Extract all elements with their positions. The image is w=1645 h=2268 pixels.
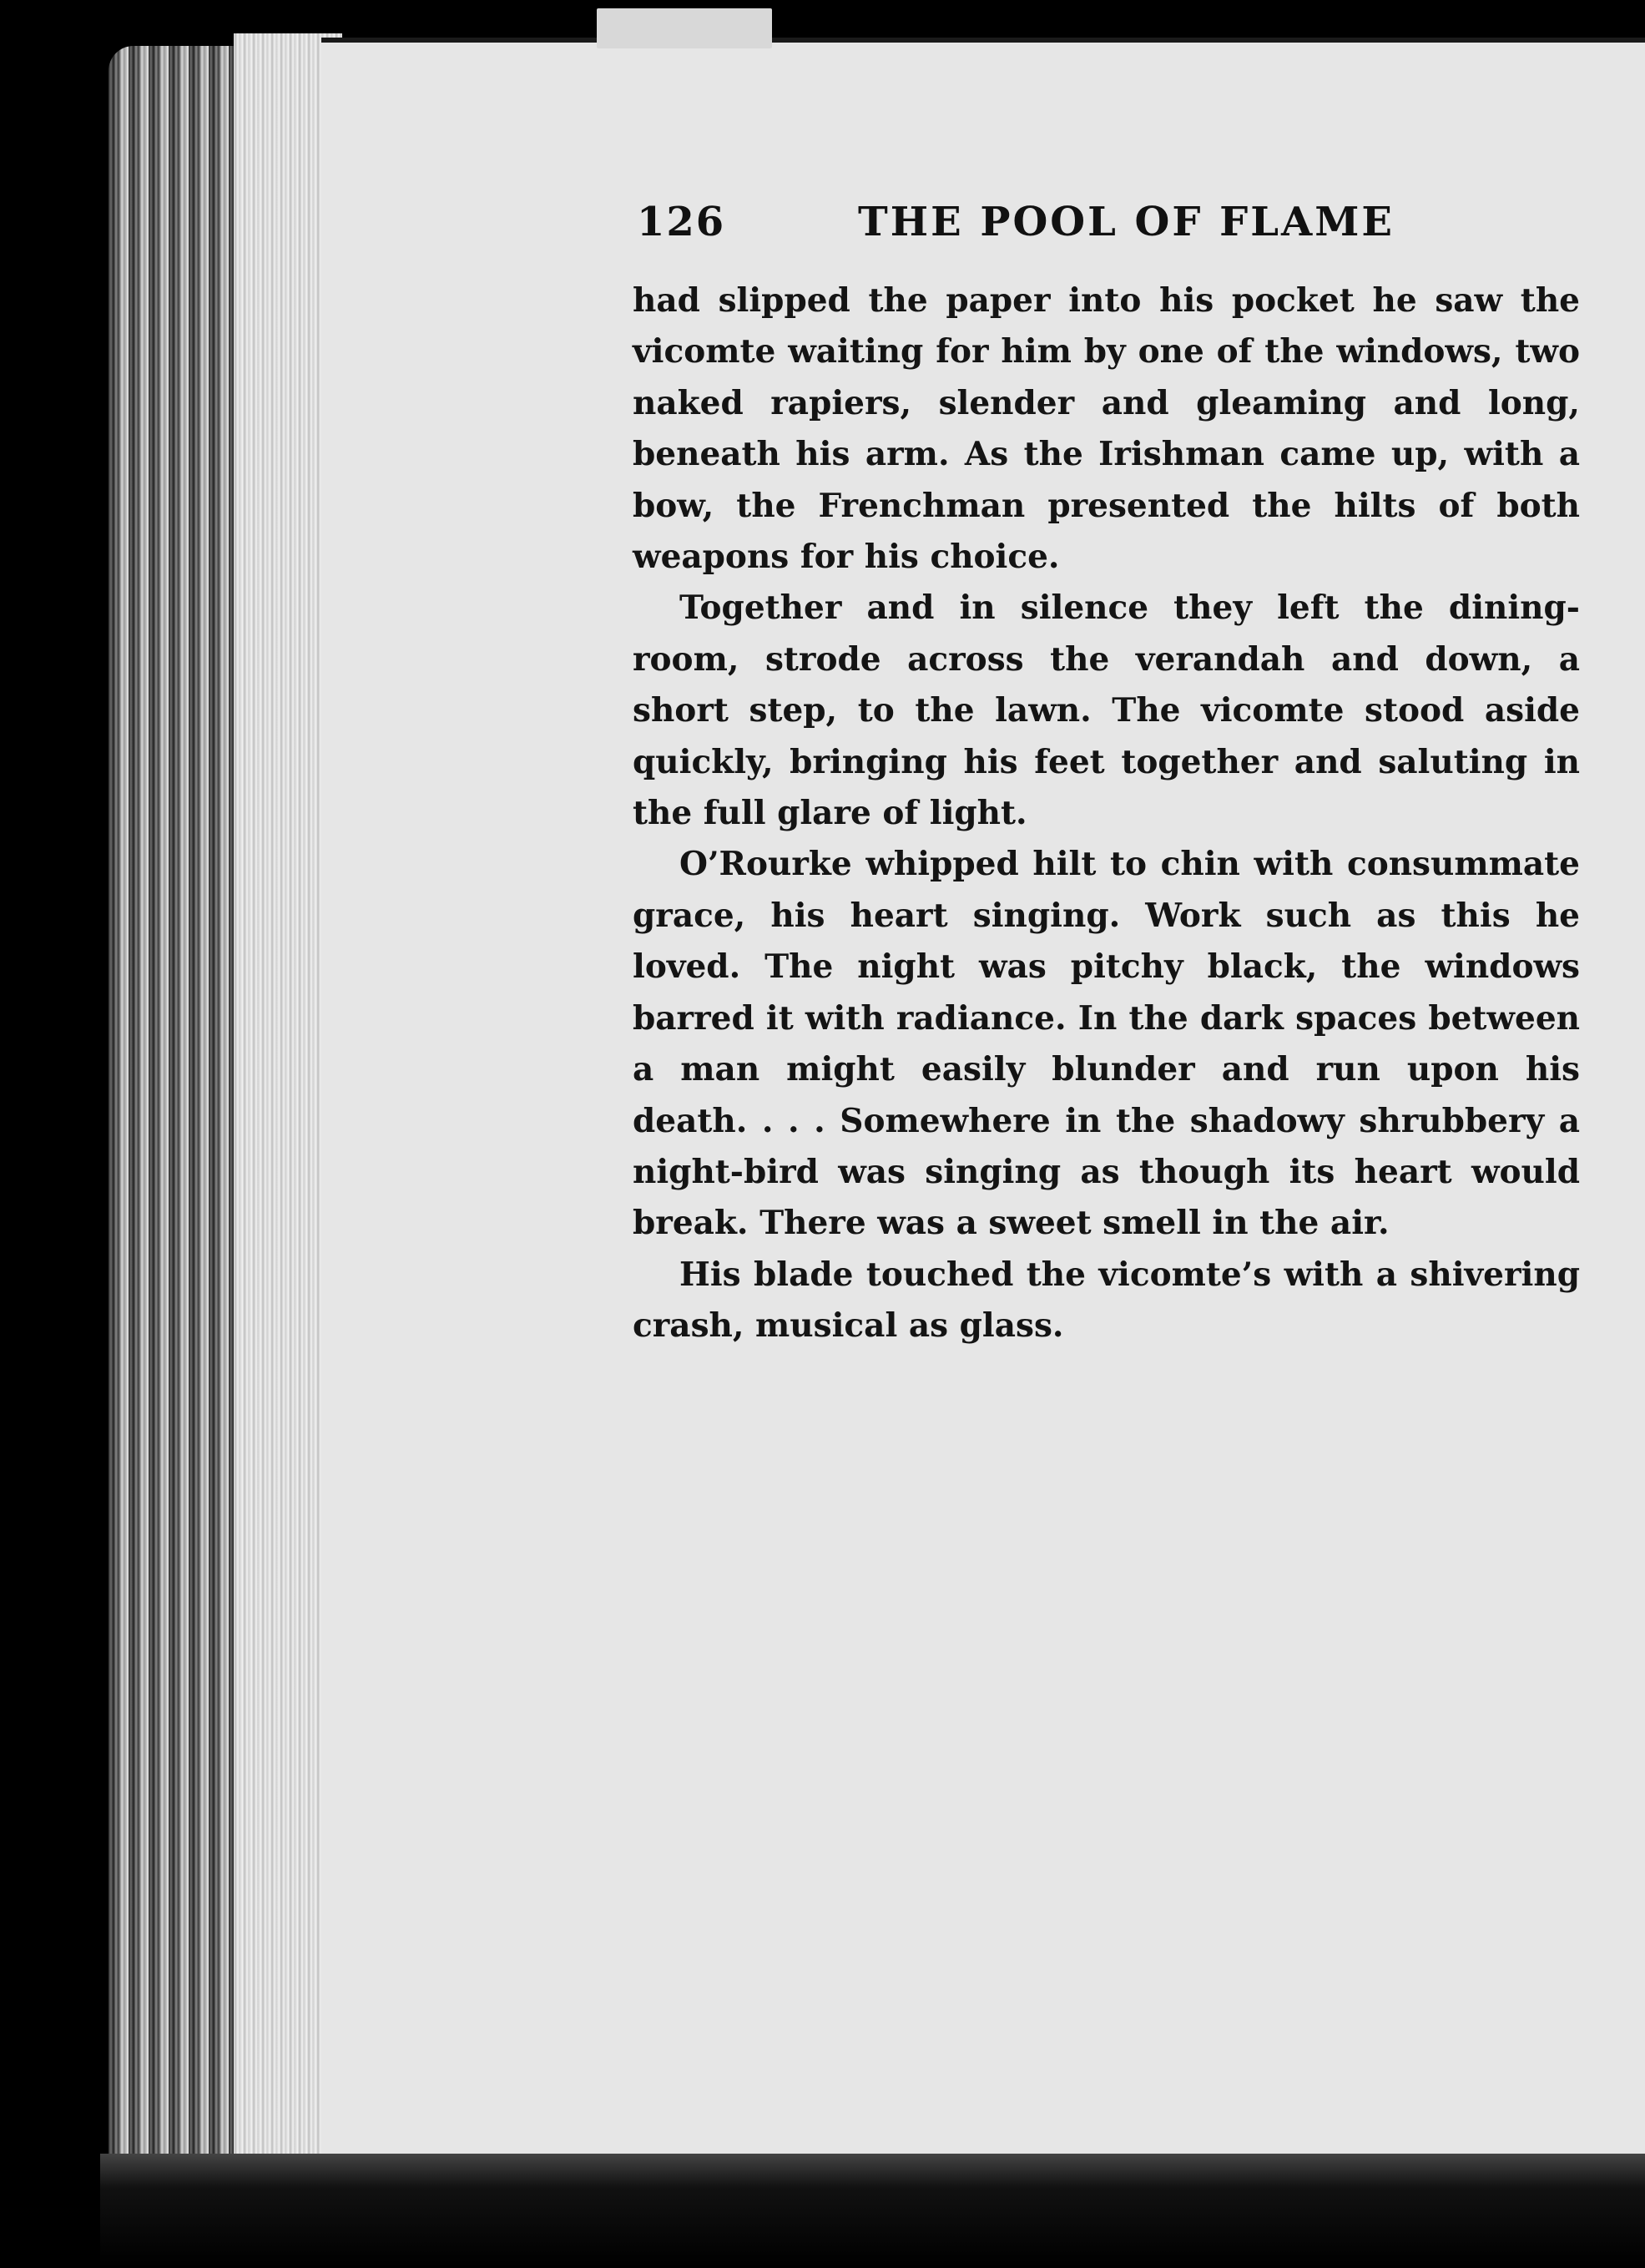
- paragraph-4: His blade touched the vicomte’s with a shivering crash, musical as glass.: [633, 1255, 1580, 1346]
- running-head: [637, 199, 1638, 257]
- paragraph-1: had slipped the paper into his pocket he saw the vicomte waiting for him by one of the windows, two naked rapiers, slender and gleaming and long, beneath his arm. As the Irishman came up, with a bow, the Frenchman presented the hilts of both weapons for his choice.: [633, 281, 1580, 577]
- running-title: THE POOL OF FLAME: [858, 199, 1395, 245]
- top-tab: [597, 8, 772, 48]
- body-text: [633, 275, 1580, 1352]
- bottom-shadow: [100, 2154, 1645, 2268]
- page-number: 126: [637, 199, 726, 245]
- top-shadow: [250, 0, 1645, 40]
- paragraph-2: Together and in silence they left the dining-room, strode across the verandah and down, a short step, to the lawn. The vicomte stood aside quickly, bringing his feet together and saluting in the full glare of light.: [633, 588, 1580, 833]
- paragraph-3: O’Rourke whipped hilt to chin with consummate grace, his heart singing. Work such as this he loved. The night was pitchy black, the windows barred it with radiance. In the dark spaces between a man might easily blunder and run upon his death. . . . Somewhere in the shadowy shrubbery a night-bird was singing as though its heart would break. There was a sweet smell in the air.: [633, 845, 1580, 1243]
